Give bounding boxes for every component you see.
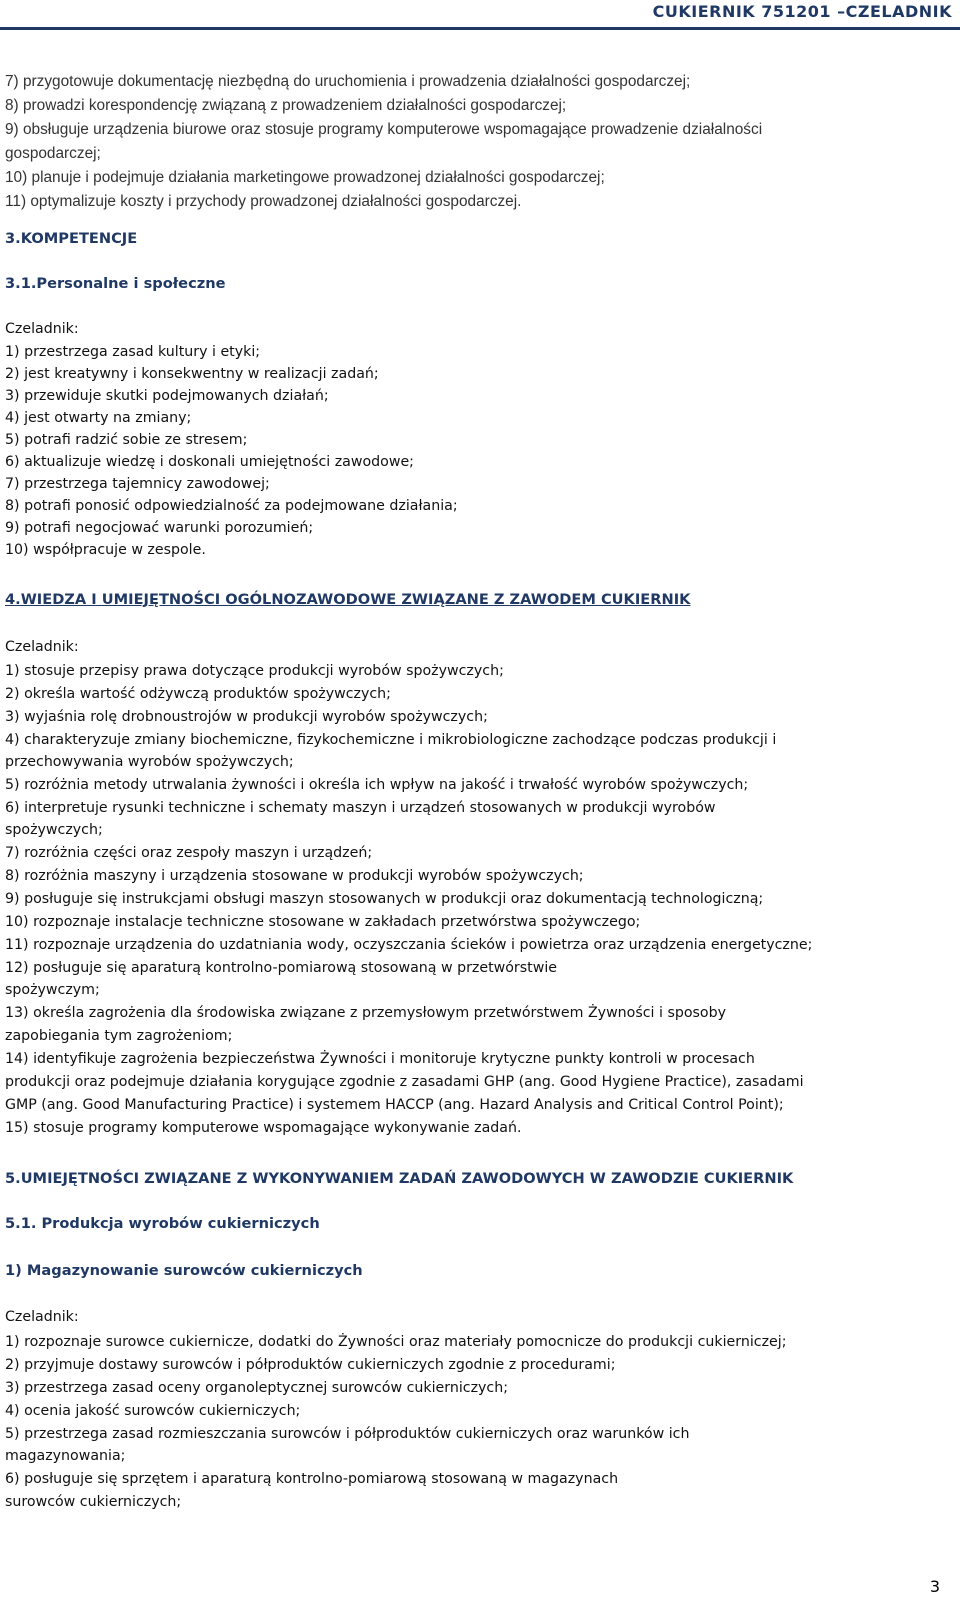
list-item: 7) przygotowuje dokumentację niezbędną do uruchomienia i prowadzenia działalności gospodarczej; bbox=[5, 73, 691, 90]
list-item: 9) obsługuje urządzenia biurowe oraz stosuje programy komputerowe wspomagające prowadzenie działalności bbox=[5, 121, 763, 138]
list-item: 4) charakteryzuje zmiany biochemiczne, fizykochemiczne i mikrobiologiczne zachodzące podczas produkcji i bbox=[5, 732, 777, 748]
list-item: 15) stosuje programy komputerowe wspomagające wykonywanie zadań. bbox=[5, 1120, 522, 1136]
section-label: Czeladnik: bbox=[5, 639, 79, 655]
header-divider bbox=[0, 27, 960, 30]
page-header bbox=[0, 0, 960, 30]
list-item: 5) potrafi radzić sobie ze stresem; bbox=[5, 432, 248, 448]
list-item: 9) posługuje się instrukcjami obsługi maszyn stosowanych w produkcji oraz dokumentacją technologiczną; bbox=[5, 891, 764, 907]
header-title: CUKIERNIK 751201 –CZELADNIK bbox=[652, 2, 952, 21]
list-item: 3) przestrzega zasad oceny organoleptycznej surowców cukierniczych; bbox=[5, 1380, 508, 1396]
list-item: 3) przewiduje skutki podejmowanych działań; bbox=[5, 388, 329, 404]
list-item: GMP (ang. Good Manufacturing Practice) i systemem HACCP (ang. Hazard Analysis and Critical Control Point); bbox=[5, 1097, 784, 1113]
list-item: zapobiegania tym zagrożeniom; bbox=[5, 1028, 233, 1044]
list-item: produkcji oraz podejmuje działania korygujące zgodnie z zasadami GHP (ang. Good Hygiene Practice), zasadami bbox=[5, 1074, 804, 1090]
section-label: Czeladnik: bbox=[5, 1309, 79, 1325]
list-item: 8) potrafi ponosić odpowiedzialność za podejmowane działania; bbox=[5, 498, 458, 514]
list-item: 11) rozpoznaje urządzenia do uzdatniania wody, oczyszczania ścieków i powietrza oraz urządzenia energetyczne; bbox=[5, 937, 813, 953]
list-item: 11) optymalizuje koszty i przychody prowadzonej działalności gospodarczej. bbox=[5, 193, 522, 210]
list-item: 6) posługuje się sprzętem i aparaturą kontrolno-pomiarową stosowaną w magazynach bbox=[5, 1471, 619, 1487]
list-item: 7) rozróżnia części oraz zespoły maszyn i urządzeń; bbox=[5, 845, 373, 861]
list-item: gospodarczej; bbox=[5, 145, 101, 162]
section-subsubtitle: 1) Magazynowanie surowców cukierniczych bbox=[5, 1262, 363, 1279]
list-item: magazynowania; bbox=[5, 1448, 126, 1464]
list-item: surowców cukierniczych; bbox=[5, 1494, 182, 1510]
section-title: 4.WIEDZA I UMIEJĘTNOŚCI OGÓLNOZAWODOWE ZWIĄZANE Z ZAWODEM CUKIERNIK bbox=[5, 591, 691, 608]
list-item: 7) przestrzega tajemnicy zawodowej; bbox=[5, 476, 270, 492]
list-item: 8) rozróżnia maszyny i urządzenia stosowane w produkcji wyrobów spożywczych; bbox=[5, 868, 584, 884]
list-item: 14) identyfikuje zagrożenia bezpieczeństwa Żywności i monitoruje krytyczne punkty kontroli w procesach bbox=[5, 1051, 755, 1067]
list-item: 2) przyjmuje dostawy surowców i półproduktów cukierniczych zgodnie z procedurami; bbox=[5, 1357, 616, 1373]
list-item: 4) ocenia jakość surowców cukierniczych; bbox=[5, 1403, 301, 1419]
list-item: 3) wyjaśnia rolę drobnoustrojów w produkcji wyrobów spożywczych; bbox=[5, 709, 488, 725]
section-label: Czeladnik: bbox=[5, 321, 79, 337]
list-item: 1) przestrzega zasad kultury i etyki; bbox=[5, 344, 261, 360]
section-title: 5.UMIEJĘTNOŚCI ZWIĄZANE Z WYKONYWANIEM ZADAŃ ZAWODOWYCH W ZAWODZIE CUKIERNIK bbox=[5, 1170, 794, 1187]
list-item: 6) aktualizuje wiedzę i doskonali umiejętności zawodowe; bbox=[5, 454, 414, 470]
page-number: 3 bbox=[929, 1577, 940, 1596]
list-item: 1) rozpoznaje surowce cukiernicze, dodatki do Żywności oraz materiały pomocnicze do produkcji cukierniczej; bbox=[5, 1334, 787, 1350]
list-item: 6) interpretuje rysunki techniczne i schematy maszyn i urządzeń stosowanych w produkcji wyrobów bbox=[5, 800, 716, 816]
list-item: spożywczym; bbox=[5, 982, 100, 998]
list-item: 5) przestrzega zasad rozmieszczania surowców i półproduktów cukierniczych oraz warunków ich bbox=[5, 1426, 690, 1442]
list-item: 2) jest kreatywny i konsekwentny w realizacji zadań; bbox=[5, 366, 379, 382]
list-item: 1) stosuje przepisy prawa dotyczące produkcji wyrobów spożywczych; bbox=[5, 663, 504, 679]
list-item: 13) określa zagrożenia dla środowiska związane z przemysłowym przetwórstwem Żywności i sposoby bbox=[5, 1005, 727, 1021]
list-item: 4) jest otwarty na zmiany; bbox=[5, 410, 192, 426]
list-item: przechowywania wyrobów spożywczych; bbox=[5, 754, 294, 770]
list-item: 12) posługuje się aparaturą kontrolno-pomiarową stosowaną w przetwórstwie bbox=[5, 960, 557, 976]
list-item: 9) potrafi negocjować warunki porozumień; bbox=[5, 520, 314, 536]
list-item: 8) prowadzi korespondencję związaną z prowadzeniem działalności gospodarczej; bbox=[5, 97, 567, 114]
section-subtitle: 3.1.Personalne i społeczne bbox=[5, 275, 226, 292]
list-item: 10) rozpoznaje instalacje techniczne stosowane w zakładach przetwórstwa spożywczego; bbox=[5, 914, 641, 930]
list-item: 2) określa wartość odżywczą produktów spożywczych; bbox=[5, 686, 391, 702]
list-item: 10) planuje i podejmuje działania marketingowe prowadzonej działalności gospodarczej; bbox=[5, 169, 605, 186]
list-item: 10) współpracuje w zespole. bbox=[5, 542, 206, 558]
list-item: spożywczych; bbox=[5, 822, 103, 838]
section-title: 3.KOMPETENCJE bbox=[5, 230, 138, 247]
section-subtitle: 5.1. Produkcja wyrobów cukierniczych bbox=[5, 1215, 320, 1232]
list-item: 5) rozróżnia metody utrwalania żywności i określa ich wpływ na jakość i trwałość wyrobów spożywczych; bbox=[5, 777, 749, 793]
